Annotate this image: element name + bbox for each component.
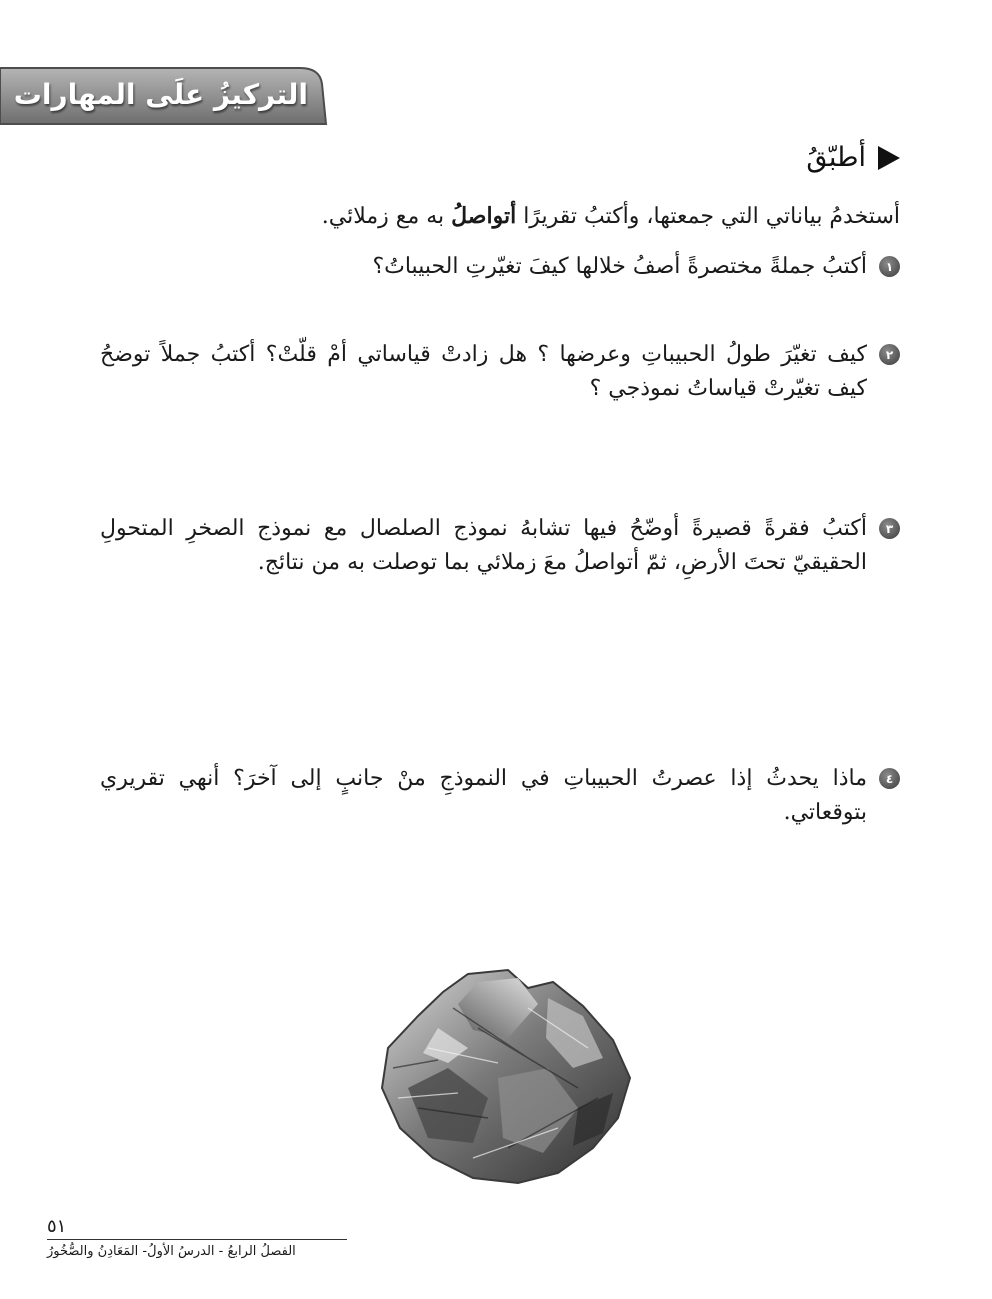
question-3 — [100, 512, 900, 580]
question-4 — [100, 762, 900, 830]
chapter-lesson-label: الفصلُ الرابعُ - الدرسُ الأولُ- المَعَادِنُ والصُّخُورُ — [47, 1244, 296, 1259]
apply-heading — [806, 142, 900, 173]
intro-text-end: به مع زملائي. — [321, 204, 452, 229]
intro-text-start: أستخدمُ بياناتي التي جمعتها، وأكتبُ تقريرًا — [516, 204, 900, 229]
question-2 — [100, 338, 900, 406]
metamorphic-rock-image — [378, 968, 634, 1188]
page-number: ٥١ — [47, 1216, 67, 1237]
question-text: ماذا يحدثُ إذا عصرتُ الحبيباتِ في النموذجِ منْ جانبٍ إلى آخرَ؟ أنهي تقريري بتوقعاتي. — [100, 766, 867, 825]
heading-text: أطبّقُ — [806, 142, 866, 173]
question-number-badge: ٣ — [879, 518, 900, 539]
page-footer — [47, 1216, 347, 1259]
intro-bold-word: أتواصلُ — [451, 203, 517, 229]
footer-divider — [47, 1239, 347, 1240]
triangle-arrow-icon — [878, 146, 900, 170]
banner-title: التركيزُ علَى المهارات — [13, 78, 308, 111]
intro-paragraph — [80, 200, 900, 233]
question-number-badge: ٤ — [879, 768, 900, 789]
rock-drawing — [378, 968, 634, 1188]
question-number-badge: ١ — [879, 256, 900, 277]
question-text: أكتبُ جملةً مختصرةً أصفُ خلالها كيفَ تغيّرتِ الحبيباتُ؟ — [372, 254, 867, 279]
question-number-badge: ٢ — [879, 344, 900, 365]
question-text: كيف تغيّرَ طولُ الحبيباتِ وعرضها ؟ هل زادتْ قياساتي أمْ قلّتْ؟ أكتبُ جملاً توضحُ كيف تغيّرتْ قياساتُ نموذجي ؟ — [100, 342, 867, 401]
question-text: أكتبُ فقرةً قصيرةً أوضّحُ فيها تشابهُ نموذج الصلصال مع نموذج الصخرِ المتحولِ الحقيقيّ تحتَ الأرضِ، ثمّ أتواصلُ معَ زملائي بما توصلت به من نتائج. — [100, 516, 867, 575]
skills-focus-banner — [0, 66, 330, 126]
question-1 — [100, 250, 900, 284]
